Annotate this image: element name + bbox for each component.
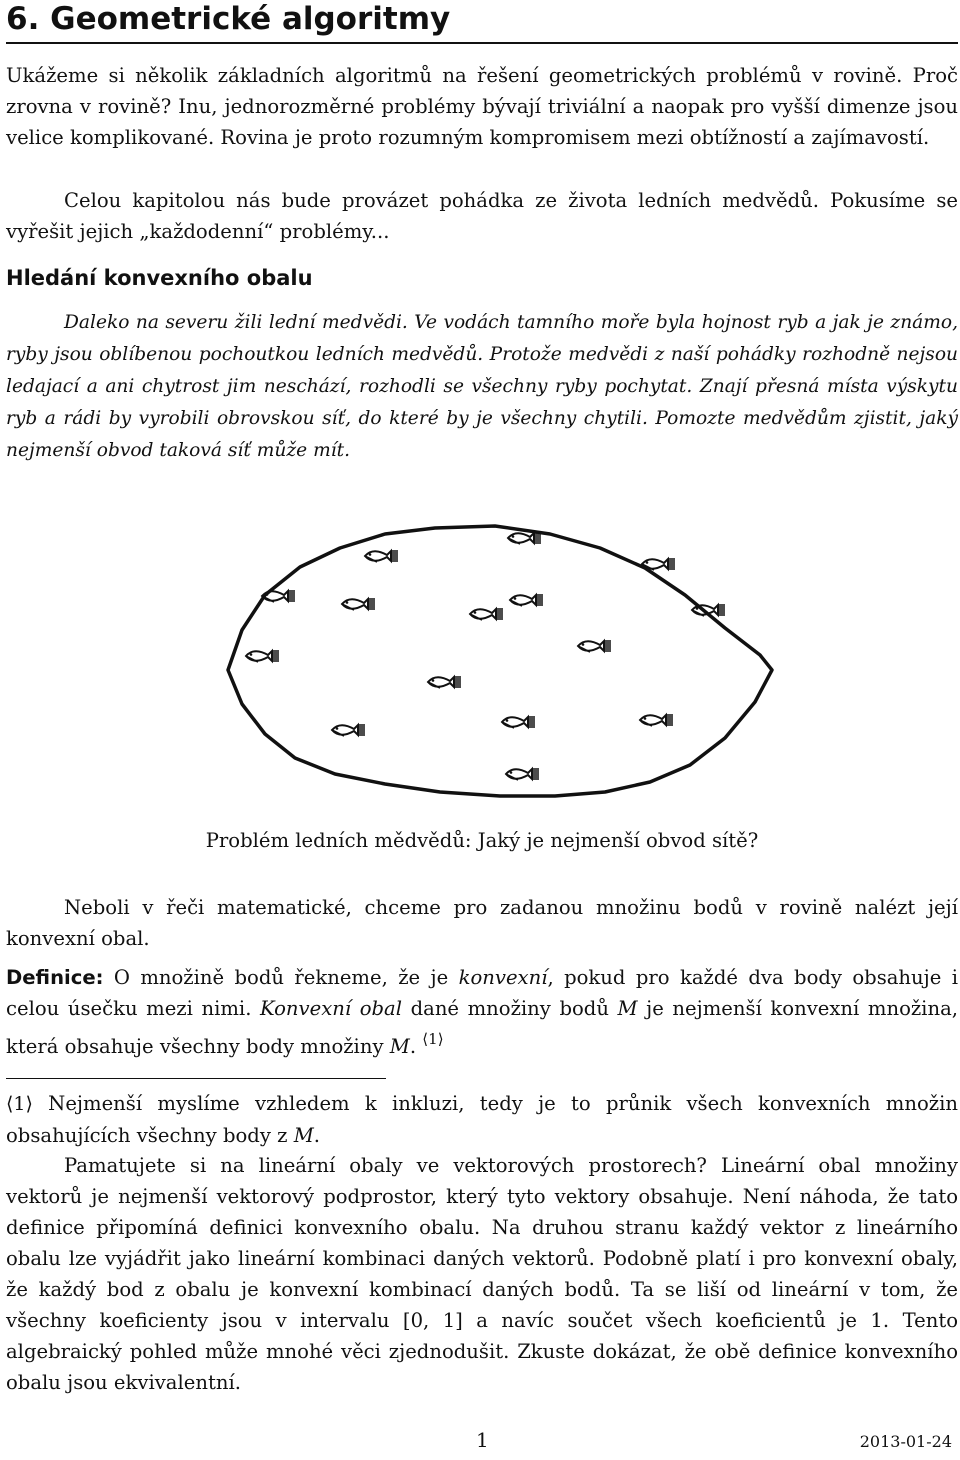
- page-number: 1: [476, 1428, 489, 1452]
- net-outline-icon: [228, 526, 772, 796]
- definition-label: Definice:: [6, 966, 104, 989]
- document-date: 2013-01-24: [859, 1432, 952, 1451]
- footnote-reference[interactable]: ⟨1⟩: [422, 1030, 444, 1048]
- intro-paragraph-2-text: Celou kapitolou nás bude provázet pohádka ze života ledních medvědů. Pokusíme se vyřešit jejich „každodenní“ problémy...: [6, 189, 958, 243]
- footnote-paragraph-2-text: Pamatujete si na lineární obaly ve vektorových prostorech? Lineární obal množiny vektorů je nejmenší vektorový podprostor, který tyto vektory obsahuje. Není náhoda, že tato definice připomíná definici konvexního obalu. Na druhou stranu každý vektor z lineárního obalu lze vyjádřit jako lineární kombinaci daných vektorů. Podobně platí i pro konvexní obaly, že každý bod z obalu je konvexní kombinací daných bodů. Ta se liší od lineární v tom, že všechny koeficienty jsou v intervalu [0, 1] a navíc součet všech koeficientů je 1. Tento algebraický pohled může mnohé věci zjednodušit. Zkuste dokázat, že obě definice konvexního obalu jsou ekvivalentní.: [6, 1154, 958, 1394]
- footnote: [6, 1088, 958, 1151]
- story-text: Daleko na severu žili lední medvědi. Ve vodách tamního moře byla hojnost ryb a jak je známo, ryby jsou oblíbenou pochoutkou ledních medvědů. Protože medvědi z naší pohádky rozhodně nejsou ledajací a ani chytrost jim neschází, rozhodli se všechny ryby pochytat. Znají přesná místa výskytu ryb a rádi by vyrobili obrovskou síť, do které by je všechny chytili. Pomozte medvědům zjistit, jaký nejmenší obvod taková síť může mít.: [6, 312, 958, 461]
- definition-term-hull: Konvexní obal: [260, 997, 403, 1020]
- footnote-paragraph-2: [6, 1150, 958, 1398]
- footnote-divider: [6, 1078, 386, 1079]
- figure-caption: Problém ledních mědvědů: Jaký je nejmenší obvod sítě?: [205, 829, 759, 852]
- body-paragraph: [6, 892, 958, 954]
- footnote-mark: ⟨1⟩: [6, 1093, 33, 1115]
- intro-paragraph-2: [6, 185, 958, 247]
- definition-end: .: [409, 1035, 417, 1058]
- story-paragraph: [6, 307, 958, 467]
- fishing-net-figure: [220, 520, 780, 810]
- set-symbol: M: [293, 1124, 314, 1147]
- chapter-title: 6. Geometrické algoritmy: [6, 0, 958, 44]
- definition-text-3: dané množiny bodů: [402, 997, 618, 1020]
- footnote-text-end: .: [313, 1124, 320, 1147]
- intro-paragraph: Ukážeme si několik základních algoritmů na řešení geometrických problémů v rovině. Proč zrovna v rovině? Inu, jednorozměrné problémy bývají triviální a naopak pro vyšší dimenze jsou velice komplikované. Rovina je proto rozumným kompromisem mezi obtížností a zajímavostí.: [6, 64, 958, 149]
- definition-term-convex: konvexní: [458, 966, 548, 989]
- fish-icon: [246, 532, 724, 780]
- set-symbol: M: [389, 1035, 410, 1058]
- definition-text-2: , pokud pro každé dva body obsahuje i celou úsečku mezi nimi.: [6, 966, 958, 1020]
- definition-text-4: je nejmenší konvexní množina, která obsahuje všechny body množiny: [6, 997, 958, 1058]
- footnote-text: Nejmenší myslíme vzhledem k inkluzi, tedy je to průnik všech konvexních množin obsahujících všechny body z: [6, 1092, 958, 1147]
- body-paragraph-text: Neboli v řeči matematické, chceme pro zadanou množinu bodů v rovině nalézt její konvexní obal.: [6, 896, 958, 950]
- definition-text-1: O množině bodů řekneme, že je: [103, 966, 459, 989]
- set-symbol: M: [617, 997, 638, 1020]
- definition-paragraph: [6, 962, 958, 1062]
- section-heading: Hledání konvexního obalu: [6, 266, 313, 290]
